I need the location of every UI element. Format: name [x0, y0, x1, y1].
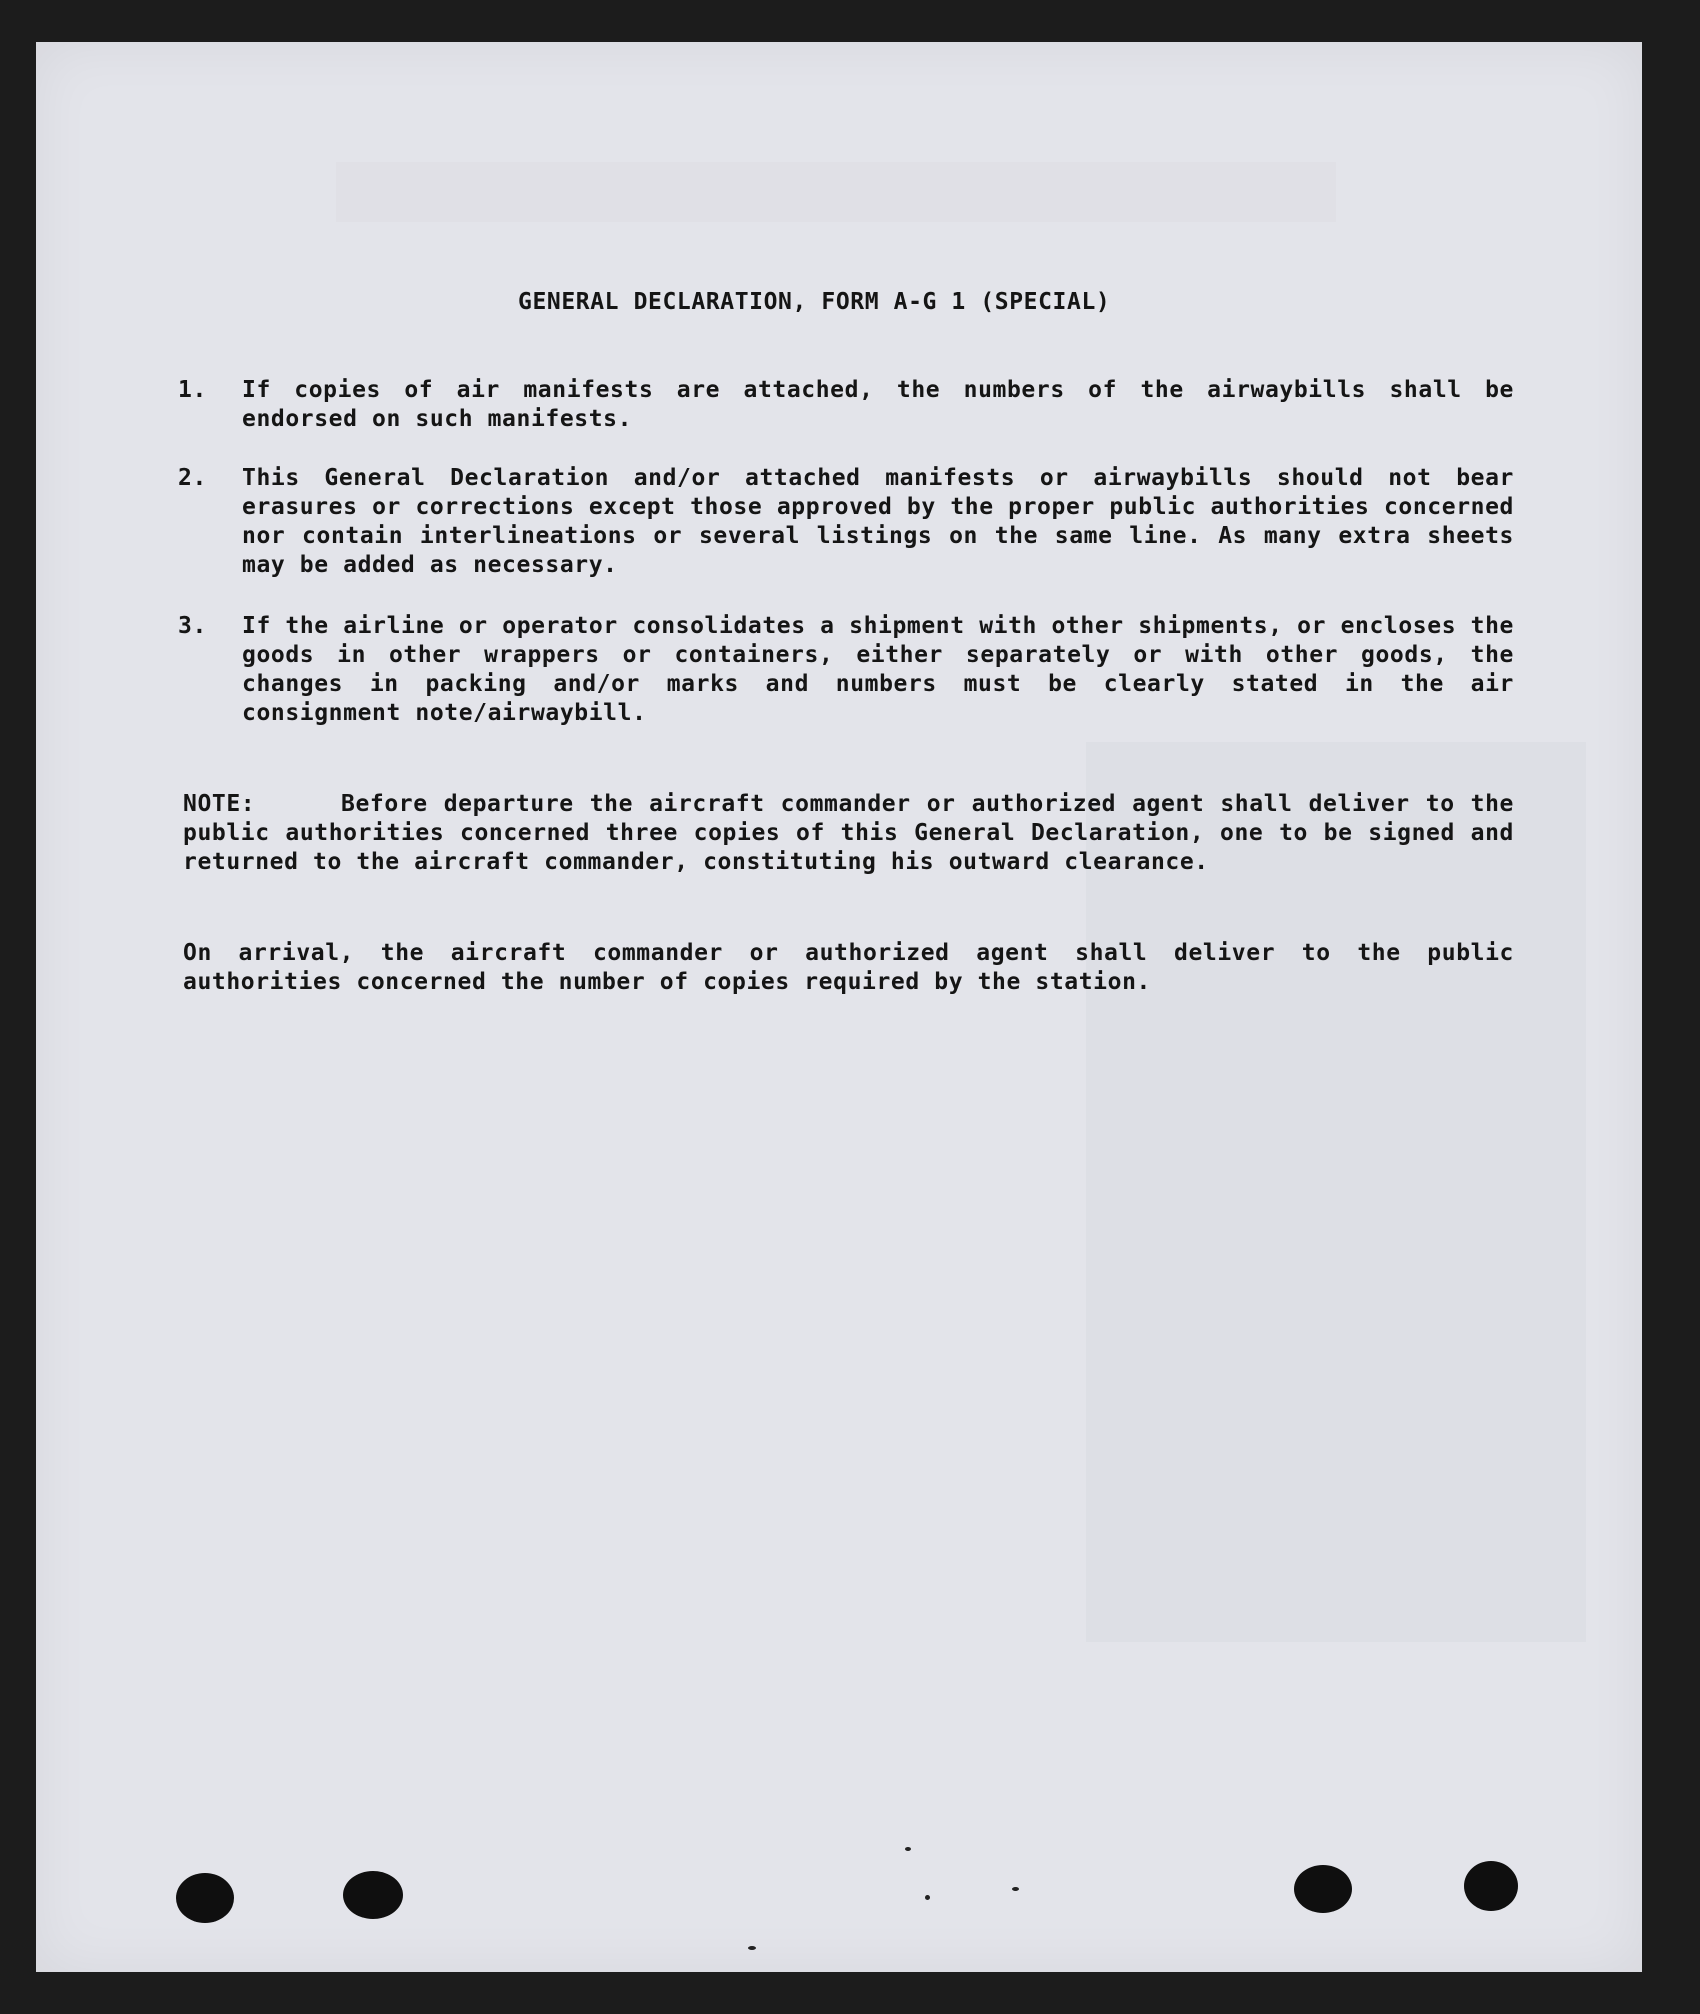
- note-text: Before departure the aircraft commander or authorized agent shall deliver to the public authorities concerned three copies of this General Declaration, one to be signed and returned to the aircraft commander, constituting his outward clearance.: [183, 791, 1514, 875]
- speck-mark: [925, 1895, 930, 1900]
- arrival-paragraph: On arrival, the aircraft commander or authorized agent shall deliver to the public authorities concerned the number of copies required by the station.: [183, 940, 1514, 995]
- note-label: NOTE:: [183, 791, 256, 817]
- paper-sheet: [36, 42, 1642, 1972]
- speck-mark: [748, 1946, 756, 1950]
- instruction-item-3: [178, 612, 1514, 728]
- item-text: If copies of air manifests are attached, the numbers of the airwaybills shall be endorsed on such manifests.: [242, 377, 1514, 432]
- speck-mark: [905, 1847, 911, 1851]
- speck-mark: [1012, 1887, 1019, 1891]
- instruction-item-1: [178, 376, 1514, 434]
- item-number: 1.: [178, 377, 207, 403]
- bleed-through-shadow: [1086, 742, 1586, 1642]
- document-title: GENERAL DECLARATION, FORM A-G 1 (SPECIAL): [518, 289, 1111, 315]
- bleed-through-shadow-top: [336, 162, 1336, 222]
- punch-hole-right-1: [1294, 1865, 1352, 1913]
- item-text: This General Declaration and/or attached manifests or airwaybills should not bear erasures or corrections except those approved by the proper public authorities concerned nor contain interlineations or several listings on the same line. As many extra sheets may be added as necessary.: [242, 465, 1514, 578]
- punch-hole-right-2: [1464, 1861, 1518, 1911]
- item-text: If the airline or operator consolidates a shipment with other shipments, or encloses the goods in other wrappers or containers, either separately or with other goods, the changes in packing and/or marks and numbers must be clearly stated in the air consignment note/airwaybill.: [242, 613, 1514, 726]
- item-number: 3.: [178, 613, 207, 639]
- instruction-item-2: [178, 464, 1514, 580]
- note-paragraph: [183, 790, 1514, 877]
- punch-hole-left-2: [343, 1871, 403, 1919]
- item-number: 2.: [178, 465, 207, 491]
- punch-hole-left-1: [176, 1873, 234, 1923]
